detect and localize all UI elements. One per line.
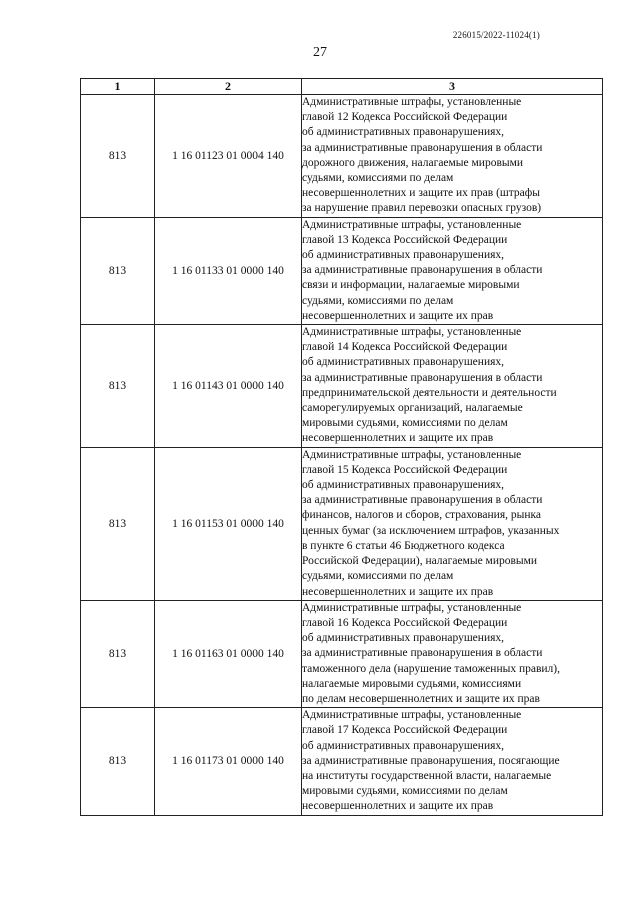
table-header-row: [81, 79, 603, 95]
column-header-3: 3: [302, 79, 603, 95]
description-line: мировыми судьями, комиссиями по делам: [302, 785, 508, 798]
description-line: за нарушение правил перевозки опасных грузов): [302, 202, 542, 215]
column-header-1: 1: [81, 79, 155, 95]
description-line: дорожного движения, налагаемые мировыми: [302, 156, 524, 169]
description-line: об административных правонарушениях,: [302, 356, 505, 369]
description-line: за административные правонарушения в области: [302, 494, 543, 507]
table-body: [81, 95, 603, 816]
description-line: судьями, комиссиями по делам: [302, 294, 454, 307]
document-number: 226015/2022-11024(1): [452, 30, 540, 40]
description-line: об административных правонарушениях,: [302, 126, 505, 139]
column-header-2: 2: [155, 79, 302, 95]
description-line: связи и информации, налагаемые мировыми: [302, 279, 520, 292]
admin-code-cell: 813: [81, 217, 155, 324]
admin-code-cell: 813: [81, 95, 155, 218]
description-line: налагаемые мировыми судьями, комиссиями: [302, 677, 522, 690]
revenue-description-cell: [302, 447, 603, 600]
description-line: на институты государственной власти, налагаемые: [302, 769, 552, 782]
budget-classification-code-cell: 1 16 01163 01 0000 140: [155, 600, 302, 707]
revenue-description-cell: [302, 600, 603, 707]
description-line: несовершеннолетних и защите их прав: [302, 432, 494, 445]
table-row: [81, 95, 603, 218]
description-line: об административных правонарушениях,: [302, 479, 505, 492]
description-line: Административные штрафы, установленные: [302, 601, 522, 614]
table-row: [81, 600, 603, 707]
description-line: предпринимательской деятельности и деятельности: [302, 386, 557, 399]
budget-codes-table: [80, 78, 603, 816]
description-line: об административных правонарушениях,: [302, 249, 505, 262]
description-line: Административные штрафы, установленные: [302, 709, 522, 722]
description-line: судьями, комиссиями по делам: [302, 570, 454, 583]
page-number: 27: [313, 45, 327, 60]
table-row: [81, 708, 603, 815]
description-line: главой 13 Кодекса Российской Федерации: [302, 233, 508, 246]
description-line: несовершеннолетних и защите их прав: [302, 585, 494, 598]
description-line: главой 12 Кодекса Российской Федерации: [302, 111, 508, 124]
description-line: Административные штрафы, установленные: [302, 96, 522, 108]
description-line: за административные правонарушения в области: [302, 371, 543, 384]
description-line: таможенного дела (нарушение таможенных правил),: [302, 662, 560, 675]
description-line: Административные штрафы, установленные: [302, 218, 522, 231]
table-row: [81, 447, 603, 600]
description-line: Административные штрафы, установленные: [302, 448, 522, 461]
budget-classification-code-cell: 1 16 01133 01 0000 140: [155, 217, 302, 324]
description-line: главой 14 Кодекса Российской Федерации: [302, 341, 508, 354]
description-line: несовершеннолетних и защите их прав: [302, 309, 494, 322]
budget-classification-code-cell: 1 16 01173 01 0000 140: [155, 708, 302, 815]
description-line: об административных правонарушениях,: [302, 739, 505, 752]
admin-code-cell: 813: [81, 708, 155, 815]
revenue-description-cell: [302, 95, 603, 218]
description-line: главой 16 Кодекса Российской Федерации: [302, 616, 508, 629]
admin-code-cell: 813: [81, 600, 155, 707]
admin-code-cell: 813: [81, 325, 155, 448]
description-line: ценных бумаг (за исключением штрафов, указанных: [302, 524, 560, 537]
description-line: по делам несовершеннолетних и защите их прав: [302, 692, 540, 705]
description-line: Административные штрафы, установленные: [302, 326, 522, 339]
description-line: Российской Федерации), налагаемые мировыми: [302, 555, 538, 568]
description-line: за административные правонарушения в области: [302, 264, 543, 277]
budget-classification-code-cell: 1 16 01153 01 0000 140: [155, 447, 302, 600]
description-line: несовершеннолетних и защите их прав: [302, 800, 494, 813]
description-line: судьями, комиссиями по делам: [302, 172, 454, 185]
revenue-description-cell: [302, 217, 603, 324]
description-line: мировыми судьями, комиссиями по делам: [302, 417, 508, 430]
description-line: несовершеннолетних и защите их прав (штрафы: [302, 187, 540, 200]
description-line: в пункте 6 статьи 46 Бюджетного кодекса: [302, 539, 505, 552]
budget-classification-code-cell: 1 16 01143 01 0000 140: [155, 325, 302, 448]
description-line: главой 17 Кодекса Российской Федерации: [302, 724, 508, 737]
table-row: [81, 325, 603, 448]
description-line: за административные правонарушения в области: [302, 141, 543, 154]
description-line: за административные правонарушения в области: [302, 647, 543, 660]
description-line: за административные правонарушения, посягающие: [302, 754, 560, 767]
revenue-description-cell: [302, 708, 603, 815]
description-line: саморегулируемых организаций, налагаемые: [302, 402, 523, 415]
budget-classification-code-cell: 1 16 01123 01 0004 140: [155, 95, 302, 218]
description-line: об административных правонарушениях,: [302, 632, 505, 645]
description-line: главой 15 Кодекса Российской Федерации: [302, 463, 508, 476]
description-line: финансов, налогов и сборов, страхования, рынка: [302, 509, 542, 522]
revenue-description-cell: [302, 325, 603, 448]
table-row: [81, 217, 603, 324]
admin-code-cell: 813: [81, 447, 155, 600]
